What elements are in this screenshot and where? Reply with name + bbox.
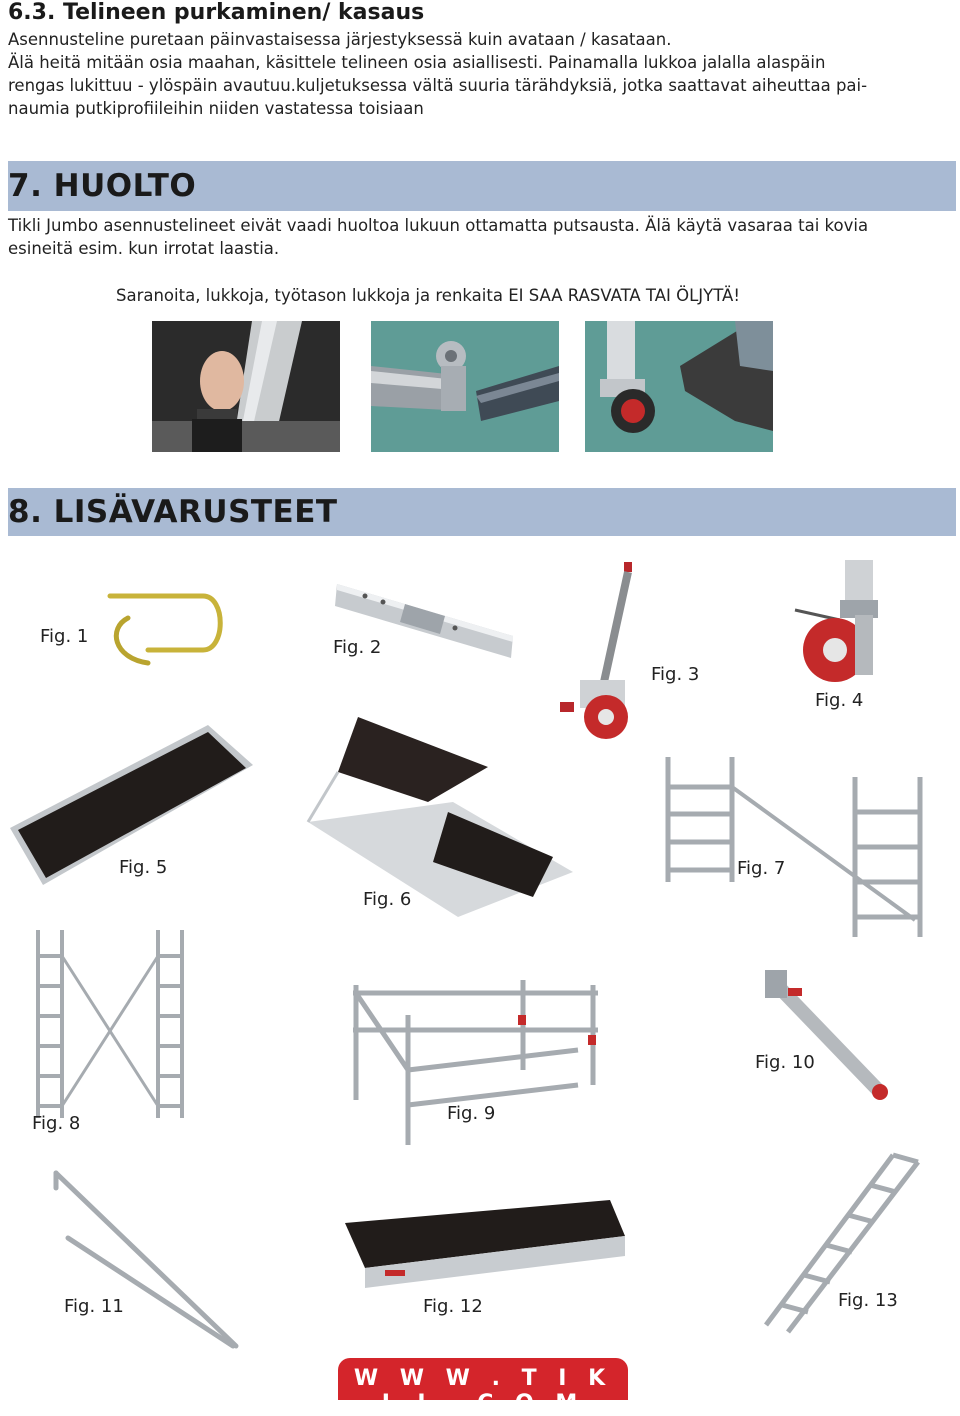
section-6-3-line-1: Asennusteline puretaan päinvastaisessa järjestyksessä kuin avataan / kasataan. — [8, 30, 672, 49]
fig-label-3: Fig. 3 — [651, 664, 700, 685]
section-8-title: 8. LISÄVARUSTEET — [8, 494, 338, 530]
section-7-warning: Saranoita, lukkoja, työtason lukkoja ja renkaita EI SAA RASVATA TAI ÖLJYTÄ! — [116, 286, 740, 305]
fig12-deck-image — [340, 1198, 630, 1288]
photo-hand-lock — [152, 321, 340, 452]
section-6-3-line-4: naumia putkiprofiileihin niiden vastatessa toisiaan — [8, 99, 424, 118]
fig-label-6: Fig. 6 — [363, 889, 412, 910]
section-7-title: 7. HUOLTO — [8, 168, 197, 204]
photo-wheel-lock — [585, 321, 773, 452]
fig-label-8: Fig. 8 — [32, 1113, 81, 1134]
fig-label-5: Fig. 5 — [119, 857, 168, 878]
fig3-adjustable-wheel-image — [560, 562, 640, 742]
fig7-frames-image — [660, 752, 930, 952]
footer-url-tab[interactable] — [338, 1358, 628, 1416]
section-7-line-1: Tikli Jumbo asennustelineet eivät vaadi huoltoa lukuun ottamatta putsausta. Älä käytä vasaraa tai kovia — [8, 216, 869, 235]
section-6-3-line-2: Älä heitä mitään osia maahan, käsittele telineen osia asiallisesti. Painamalla lukkoa jalalla alaspäin — [8, 53, 826, 72]
fig4-wheel-image — [790, 560, 890, 690]
fig11-brace-image — [48, 1168, 248, 1358]
fig-label-10: Fig. 10 — [755, 1052, 815, 1073]
fig-label-9: Fig. 9 — [447, 1103, 496, 1124]
fig-label-11: Fig. 11 — [64, 1296, 124, 1317]
photo-hinge-joint — [371, 321, 559, 452]
fig-label-13: Fig. 13 — [838, 1290, 898, 1311]
fig1-hook-image — [108, 588, 228, 668]
section-7-line-2: esineitä esim. kun irrotat laastia. — [8, 239, 280, 258]
fig10-outrigger-image — [760, 968, 890, 1103]
fig-label-7: Fig. 7 — [737, 858, 786, 879]
section-6-3-line-3: rengas lukittuu - ylöspäin avautuu.kuljetuksessa vältä suuria tärähdyksiä, jotka saattavat aiheuttaa pai- — [8, 76, 868, 95]
section-6-3-title: 6.3. Telineen purkaminen/ kasaus — [8, 0, 425, 25]
fig-label-4: Fig. 4 — [815, 690, 864, 711]
fig6-hatch-platform-image — [308, 712, 568, 922]
footer-url[interactable]: W W W . T I K L I . C O M — [353, 1366, 613, 1416]
fig-label-1: Fig. 1 — [40, 626, 89, 647]
fig8-x-braced-frames-image — [30, 928, 200, 1123]
fig-label-2: Fig. 2 — [333, 637, 382, 658]
fig-label-12: Fig. 12 — [423, 1296, 483, 1317]
